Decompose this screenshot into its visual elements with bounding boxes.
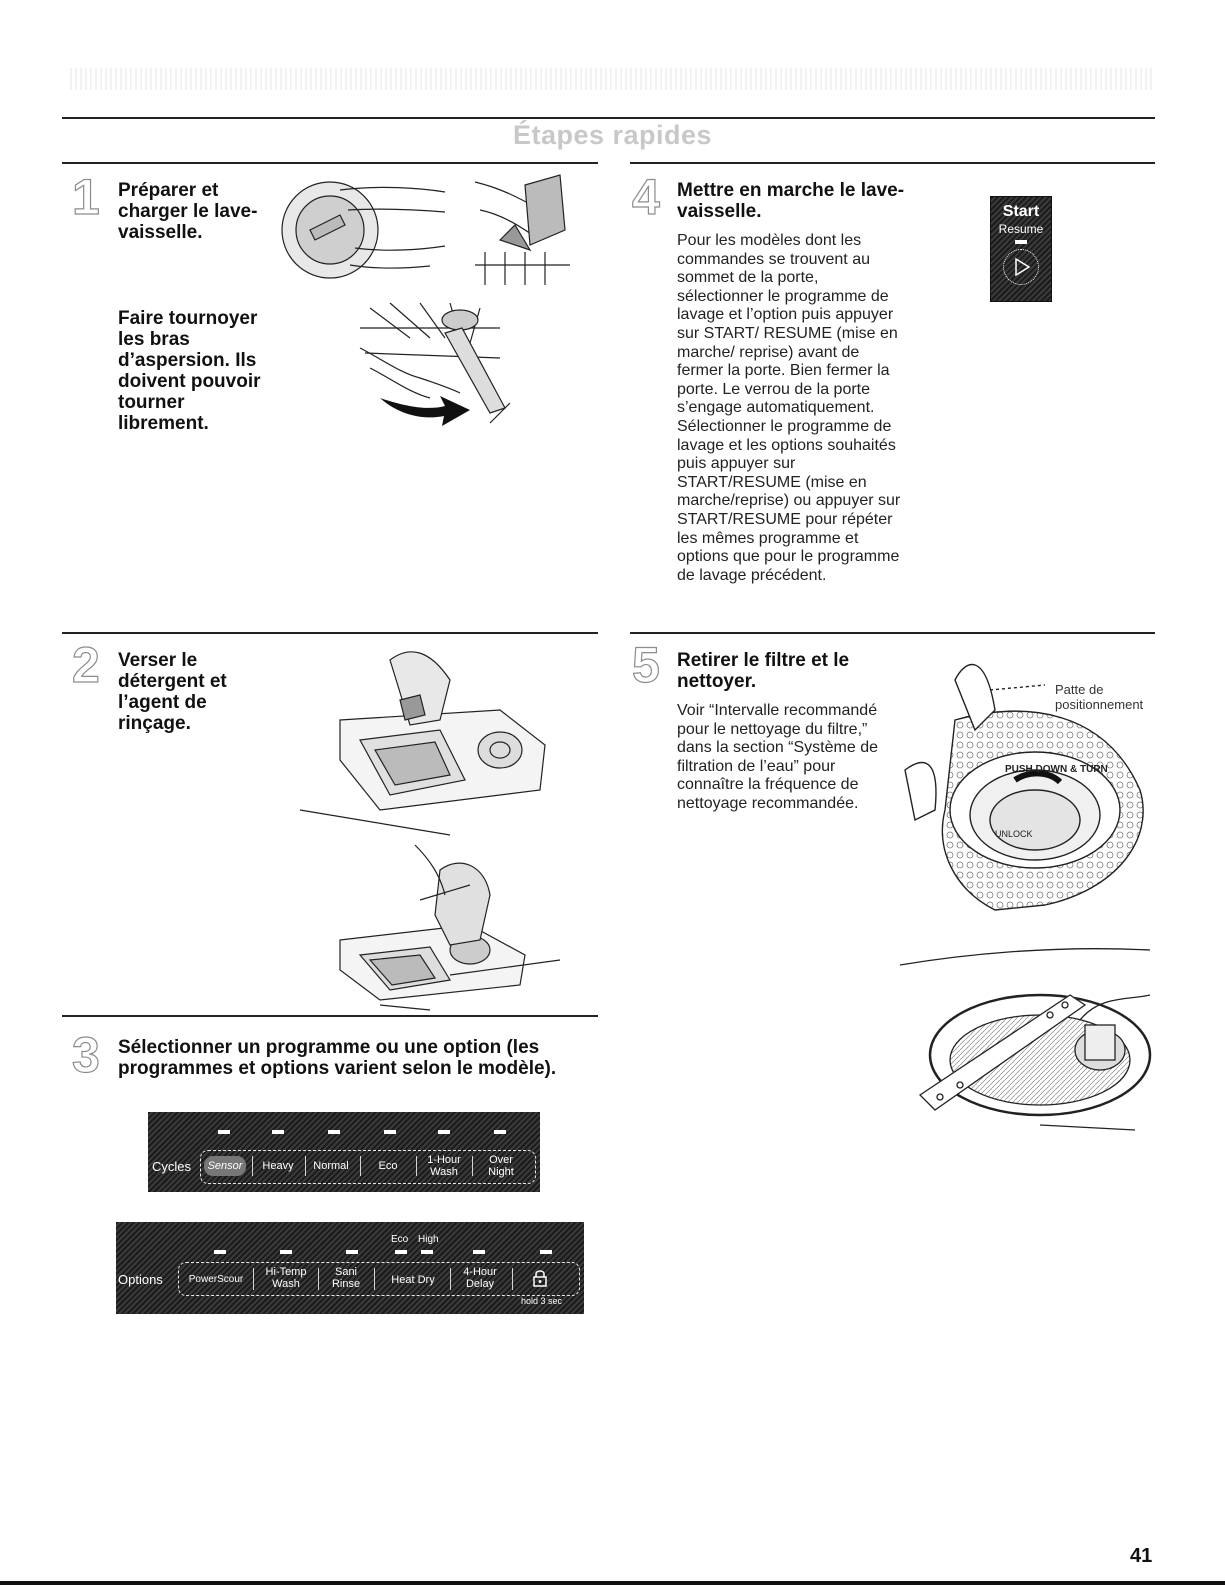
cycle-button-normal[interactable]: Normal [313,1160,349,1172]
step5-body: Voir “Intervalle recommandé pour le nettoyage du filtre,” dans la section “Système de filtration de l’eau” pour connaître la fréquence de nettoyage recommandée. [677,702,878,812]
cycles-label: Cycles [152,1159,192,1174]
page-title: Étapes rapides [512,120,713,150]
option-separator [253,1268,254,1290]
cycle-button-sensor[interactable]: Sensor [204,1156,246,1176]
cycle-led-1hour [438,1130,450,1134]
step2-number: 2 [72,637,100,693]
option-led-high [421,1250,433,1254]
option-separator [374,1268,375,1290]
option-separator [318,1268,319,1290]
option-separator [512,1268,513,1290]
step1-heading: Préparer et charger le lave-vaisselle. [118,180,258,243]
step4-heading: Mettre en marche le lave-vaisselle. [677,180,905,222]
rule-step2-bottom [62,1015,598,1017]
filter-unlock-illustration [895,650,1155,915]
rule-left-top [62,162,598,164]
play-icon [1003,249,1039,285]
cycle-separator [416,1156,417,1176]
step1-subheading: Faire tournoyer les bras d’aspersion. Ils doivent pouvoir tourner librement. [118,308,261,434]
options-label: Options [118,1272,163,1287]
page-number: 41 [1130,1545,1153,1567]
option-led-sani [346,1250,358,1254]
option-led-powerscour [214,1250,226,1254]
detergent-dispenser-illustration [300,640,560,840]
header-band [70,68,1155,90]
loading-dishes-illustration [270,170,580,290]
step3-number: 3 [72,1027,100,1083]
start-label: Start [1002,203,1040,220]
step1-number: 1 [72,169,100,225]
option-button-hitemp-wash[interactable]: Hi-Temp Wash [265,1266,307,1290]
resume-label: Resume [998,222,1044,236]
bottom-edge [0,1581,1225,1585]
option-button-heat-dry[interactable]: Heat Dry [391,1274,435,1286]
ring-text-top: PUSH DOWN & TURN [1005,764,1108,775]
step2-heading: Verser le détergent et l’agent de rinçage. [118,650,227,734]
cycle-button-eco[interactable]: Eco [378,1160,398,1172]
option-led-lock [540,1250,552,1254]
start-resume-button [990,196,1052,302]
cycles-panel [148,1112,540,1192]
option-led-eco [395,1250,407,1254]
positioning-tab-callout: Patte de positionnement [1055,682,1144,712]
step3-heading: Sélectionner un programme ou une option (les programmes et options varient selon le modèle). [118,1037,557,1079]
cycle-led-overnight [494,1130,506,1134]
cycle-led-normal [328,1130,340,1134]
cycle-button-1hour-wash[interactable]: 1-Hour Wash [427,1154,461,1178]
ring-text-side: UNLOCK [995,829,1033,839]
cycle-separator [305,1156,306,1176]
option-button-4hour-delay[interactable]: 4-Hour Delay [463,1266,497,1290]
eco-label: Eco [391,1234,409,1245]
option-button-sani-rinse[interactable]: Sani Rinse [331,1266,361,1290]
cycle-separator [360,1156,361,1176]
hold-3-sec-label: hold 3 sec [521,1296,563,1306]
rinse-aid-illustration [320,845,570,1010]
step4-number: 4 [632,169,660,225]
options-panel [116,1222,584,1314]
cycle-button-heavy[interactable]: Heavy [262,1160,294,1172]
option-led-delay [473,1250,485,1254]
rule-step4-bottom [630,632,1155,634]
step5-heading: Retirer le filtre et le nettoyer. [677,650,850,692]
option-button-powerscour[interactable]: PowerScour [188,1274,244,1285]
cycle-separator [472,1156,473,1176]
cycle-led-sensor [218,1130,230,1134]
option-led-hitemp [280,1250,292,1254]
filter-removal-illustration [900,935,1155,1135]
cycle-separator [252,1156,253,1176]
top-rule [62,117,1155,119]
start-led [1015,240,1027,244]
rule-step1-bottom [62,632,598,634]
cycle-led-eco [384,1130,396,1134]
rule-right-top [630,162,1155,164]
lock-icon[interactable] [528,1269,552,1289]
high-label: High [418,1234,439,1245]
spray-arm-illustration [350,298,520,438]
step5-number: 5 [632,637,660,693]
cycle-button-overnight[interactable]: Over Night [488,1154,514,1178]
step4-body: Pour les modèles dont les commandes se trouvent au sommet de la porte, sélectionner le programme de lavage et l’option puis appuyer sur START/ RESUME (mise en marche/ reprise) avant de fermer la porte. Bien fermer la porte. Le verrou de la porte s’engage automatiquement. Sélectionner le programme de lavage et les options souhaités puis appuyer sur START/RESUME (mise en marche/reprise) ou appuyer sur START/RESUME pour répéter les mêmes programme et options que pour le programme de lavage précédent. [677,232,901,584]
cycle-led-heavy [272,1130,284,1134]
option-separator [450,1268,451,1290]
